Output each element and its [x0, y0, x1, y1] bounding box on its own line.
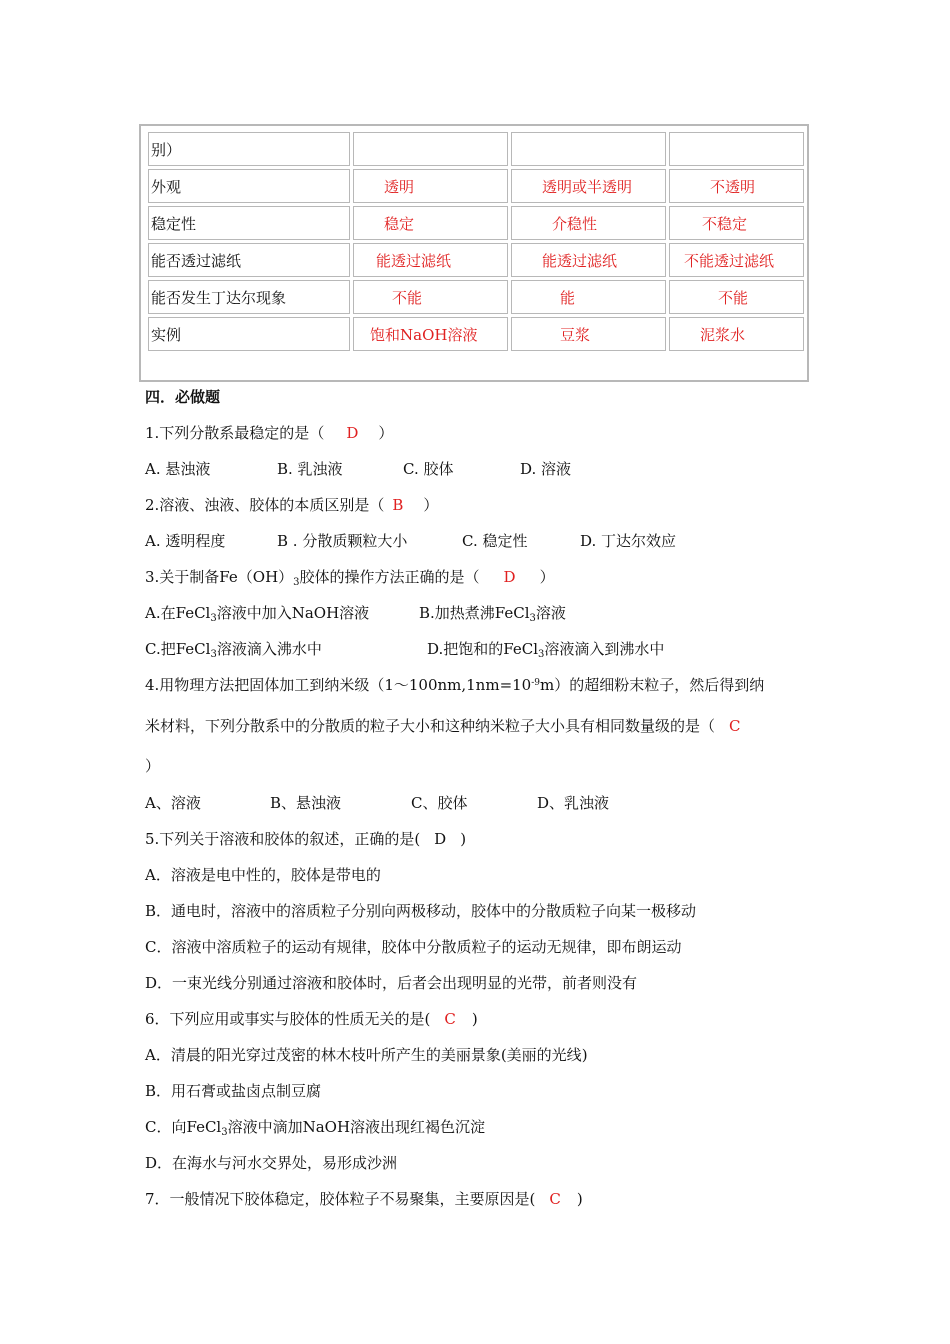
question-stem: 4.用物理方法把固体加工到纳米级（1～100nm,1nm=10 — [145, 676, 532, 694]
table-row — [148, 280, 804, 314]
option-d — [427, 638, 664, 660]
question-stem-tail: m）的超细粉末粒子，然后得到纳 — [540, 676, 765, 694]
row-label: 外观 — [148, 169, 350, 203]
question-1 — [145, 422, 393, 443]
row-label: 实例 — [148, 317, 350, 351]
option-b: B．用石膏或盐卤点制豆腐 — [145, 1082, 322, 1100]
option-text-tail: 溶液中滴加NaOH溶液出现红褐色沉淀 — [227, 1118, 486, 1136]
suspension-cell: 不稳定 — [669, 206, 804, 240]
question-stem: 1.下列分散系最稳定的是（ — [145, 424, 325, 442]
section-title: 四．必做题 — [145, 388, 221, 406]
question-stem-continued: 米材料，下列分散系中的分散质的粒子大小和这种纳米粒子大小具有相同数量级的是（ — [145, 717, 716, 735]
answer-letter: D — [434, 830, 447, 848]
question-4-line-1 — [145, 674, 764, 695]
question-7 — [145, 1188, 583, 1209]
closing-paren: ) — [576, 1190, 583, 1208]
row-label: 能否透过滤纸 — [148, 243, 350, 277]
option-text: C．向FeCl — [145, 1118, 222, 1136]
answer-letter: C — [549, 1190, 561, 1208]
option-c: C．溶液中溶质粒子的运动有规律，胶体中分散质粒子的运动无规律，即布朗运动 — [145, 938, 682, 956]
question-2 — [145, 494, 438, 515]
closing-paren: ) — [460, 830, 467, 848]
closing-paren: ） — [378, 424, 394, 442]
option-c: C. 稳定性 — [462, 532, 528, 550]
answer-letter: D — [503, 568, 516, 586]
row-label: 能否发生丁达尔现象 — [148, 280, 350, 314]
comparison-table — [139, 124, 809, 382]
option-text-tail: 溶液滴入沸水中 — [216, 640, 322, 658]
answer-letter: D — [346, 424, 359, 442]
option-c: C、胶体 — [411, 794, 468, 812]
closing-paren: ) — [471, 1010, 478, 1028]
option-d: D．一束光线分别通过溶液和胶体时，后者会出现明显的光带，前者则没有 — [145, 974, 638, 992]
solution-cell — [353, 132, 508, 166]
answer-letter: C — [729, 717, 741, 735]
option-text-tail: 溶液中加入NaOH溶液 — [216, 604, 370, 622]
option-a: A、溶液 — [145, 794, 201, 812]
closing-paren: ） — [539, 568, 555, 586]
question-stem-tail: 胶体的操作方法正确的是（ — [299, 568, 480, 586]
option-c — [145, 1116, 485, 1138]
subscript: 3 — [293, 577, 300, 588]
question-stem: 6．下列应用或事实与胶体的性质无关的是( — [145, 1010, 431, 1028]
subscript: 3 — [210, 613, 217, 624]
suspension-cell: 不能 — [669, 280, 804, 314]
option-a: A. 透明程度 — [145, 532, 226, 550]
question-stem: 3.关于制备Fe（OH） — [145, 568, 294, 586]
suspension-cell: 不透明 — [669, 169, 804, 203]
option-text: D.把饱和的FeCl — [427, 640, 538, 658]
option-text: B.加热煮沸FeCl — [419, 604, 530, 622]
colloid-cell: 豆浆 — [511, 317, 666, 351]
table-row — [148, 317, 804, 351]
suspension-cell: 不能透过滤纸 — [669, 243, 804, 277]
option-text-tail: 溶液滴入到沸水中 — [544, 640, 665, 658]
solution-cell: 稳定 — [353, 206, 508, 240]
suspension-cell: 泥浆水 — [669, 317, 804, 351]
answer-letter: B — [392, 496, 404, 514]
option-d: D. 溶液 — [520, 460, 572, 478]
option-text-tail: 溶液 — [535, 604, 566, 622]
option-a: A．溶液是电中性的，胶体是带电的 — [145, 866, 381, 884]
question-6 — [145, 1008, 478, 1029]
question-stem: 2.溶液、浊液、胶体的本质区别是（ — [145, 496, 385, 514]
option-d: D、乳浊液 — [537, 794, 610, 812]
table-row — [148, 169, 804, 203]
option-b: B、悬浊液 — [270, 794, 342, 812]
option-c — [145, 638, 322, 660]
option-d: D. 丁达尔效应 — [580, 532, 677, 550]
option-a — [145, 602, 369, 624]
closing-paren: ） — [423, 496, 439, 514]
question-4-line-2 — [145, 715, 741, 736]
option-b: B . 分散质颗粒大小 — [277, 532, 408, 550]
subscript: 3 — [210, 649, 217, 660]
question-5 — [145, 828, 466, 849]
table-row — [148, 132, 804, 166]
option-a: A. 悬浊液 — [145, 460, 211, 478]
option-b: B．通电时，溶液中的溶质粒子分别向两极移动，胶体中的分散质粒子向某一极移动 — [145, 902, 697, 920]
option-c: C. 胶体 — [403, 460, 454, 478]
colloid-cell — [511, 132, 666, 166]
solution-cell: 能透过滤纸 — [353, 243, 508, 277]
question-stem: 7．一般情况下胶体稳定，胶体粒子不易聚集，主要原因是( — [145, 1190, 536, 1208]
answer-letter: C — [444, 1010, 456, 1028]
solution-cell: 饱和NaOH溶液 — [353, 317, 508, 351]
question-stem: 5.下列关于溶液和胶体的叙述，正确的是( — [145, 830, 421, 848]
row-label: 别） — [148, 132, 350, 166]
table-row — [148, 206, 804, 240]
solution-cell: 透明 — [353, 169, 508, 203]
suspension-cell — [669, 132, 804, 166]
question-3 — [145, 566, 555, 588]
option-b: B. 乳浊液 — [277, 460, 343, 478]
table-row — [148, 243, 804, 277]
row-label: 稳定性 — [148, 206, 350, 240]
colloid-cell: 介稳性 — [511, 206, 666, 240]
option-a: A．清晨的阳光穿过茂密的林木枝叶所产生的美丽景象(美丽的光线) — [145, 1046, 588, 1064]
option-b — [419, 602, 566, 624]
colloid-cell: 能 — [511, 280, 666, 314]
option-text: C.把FeCl — [145, 640, 211, 658]
option-text: A.在FeCl — [145, 604, 211, 622]
superscript: -9 — [531, 678, 541, 688]
colloid-cell: 能透过滤纸 — [511, 243, 666, 277]
subscript: 3 — [221, 1127, 228, 1138]
solution-cell: 不能 — [353, 280, 508, 314]
colloid-cell: 透明或半透明 — [511, 169, 666, 203]
subscript: 3 — [538, 649, 545, 660]
subscript: 3 — [529, 613, 536, 624]
option-d: D．在海水与河水交界处，易形成沙洲 — [145, 1154, 398, 1172]
dispersion-table — [145, 129, 807, 354]
closing-paren: ） — [145, 757, 161, 775]
